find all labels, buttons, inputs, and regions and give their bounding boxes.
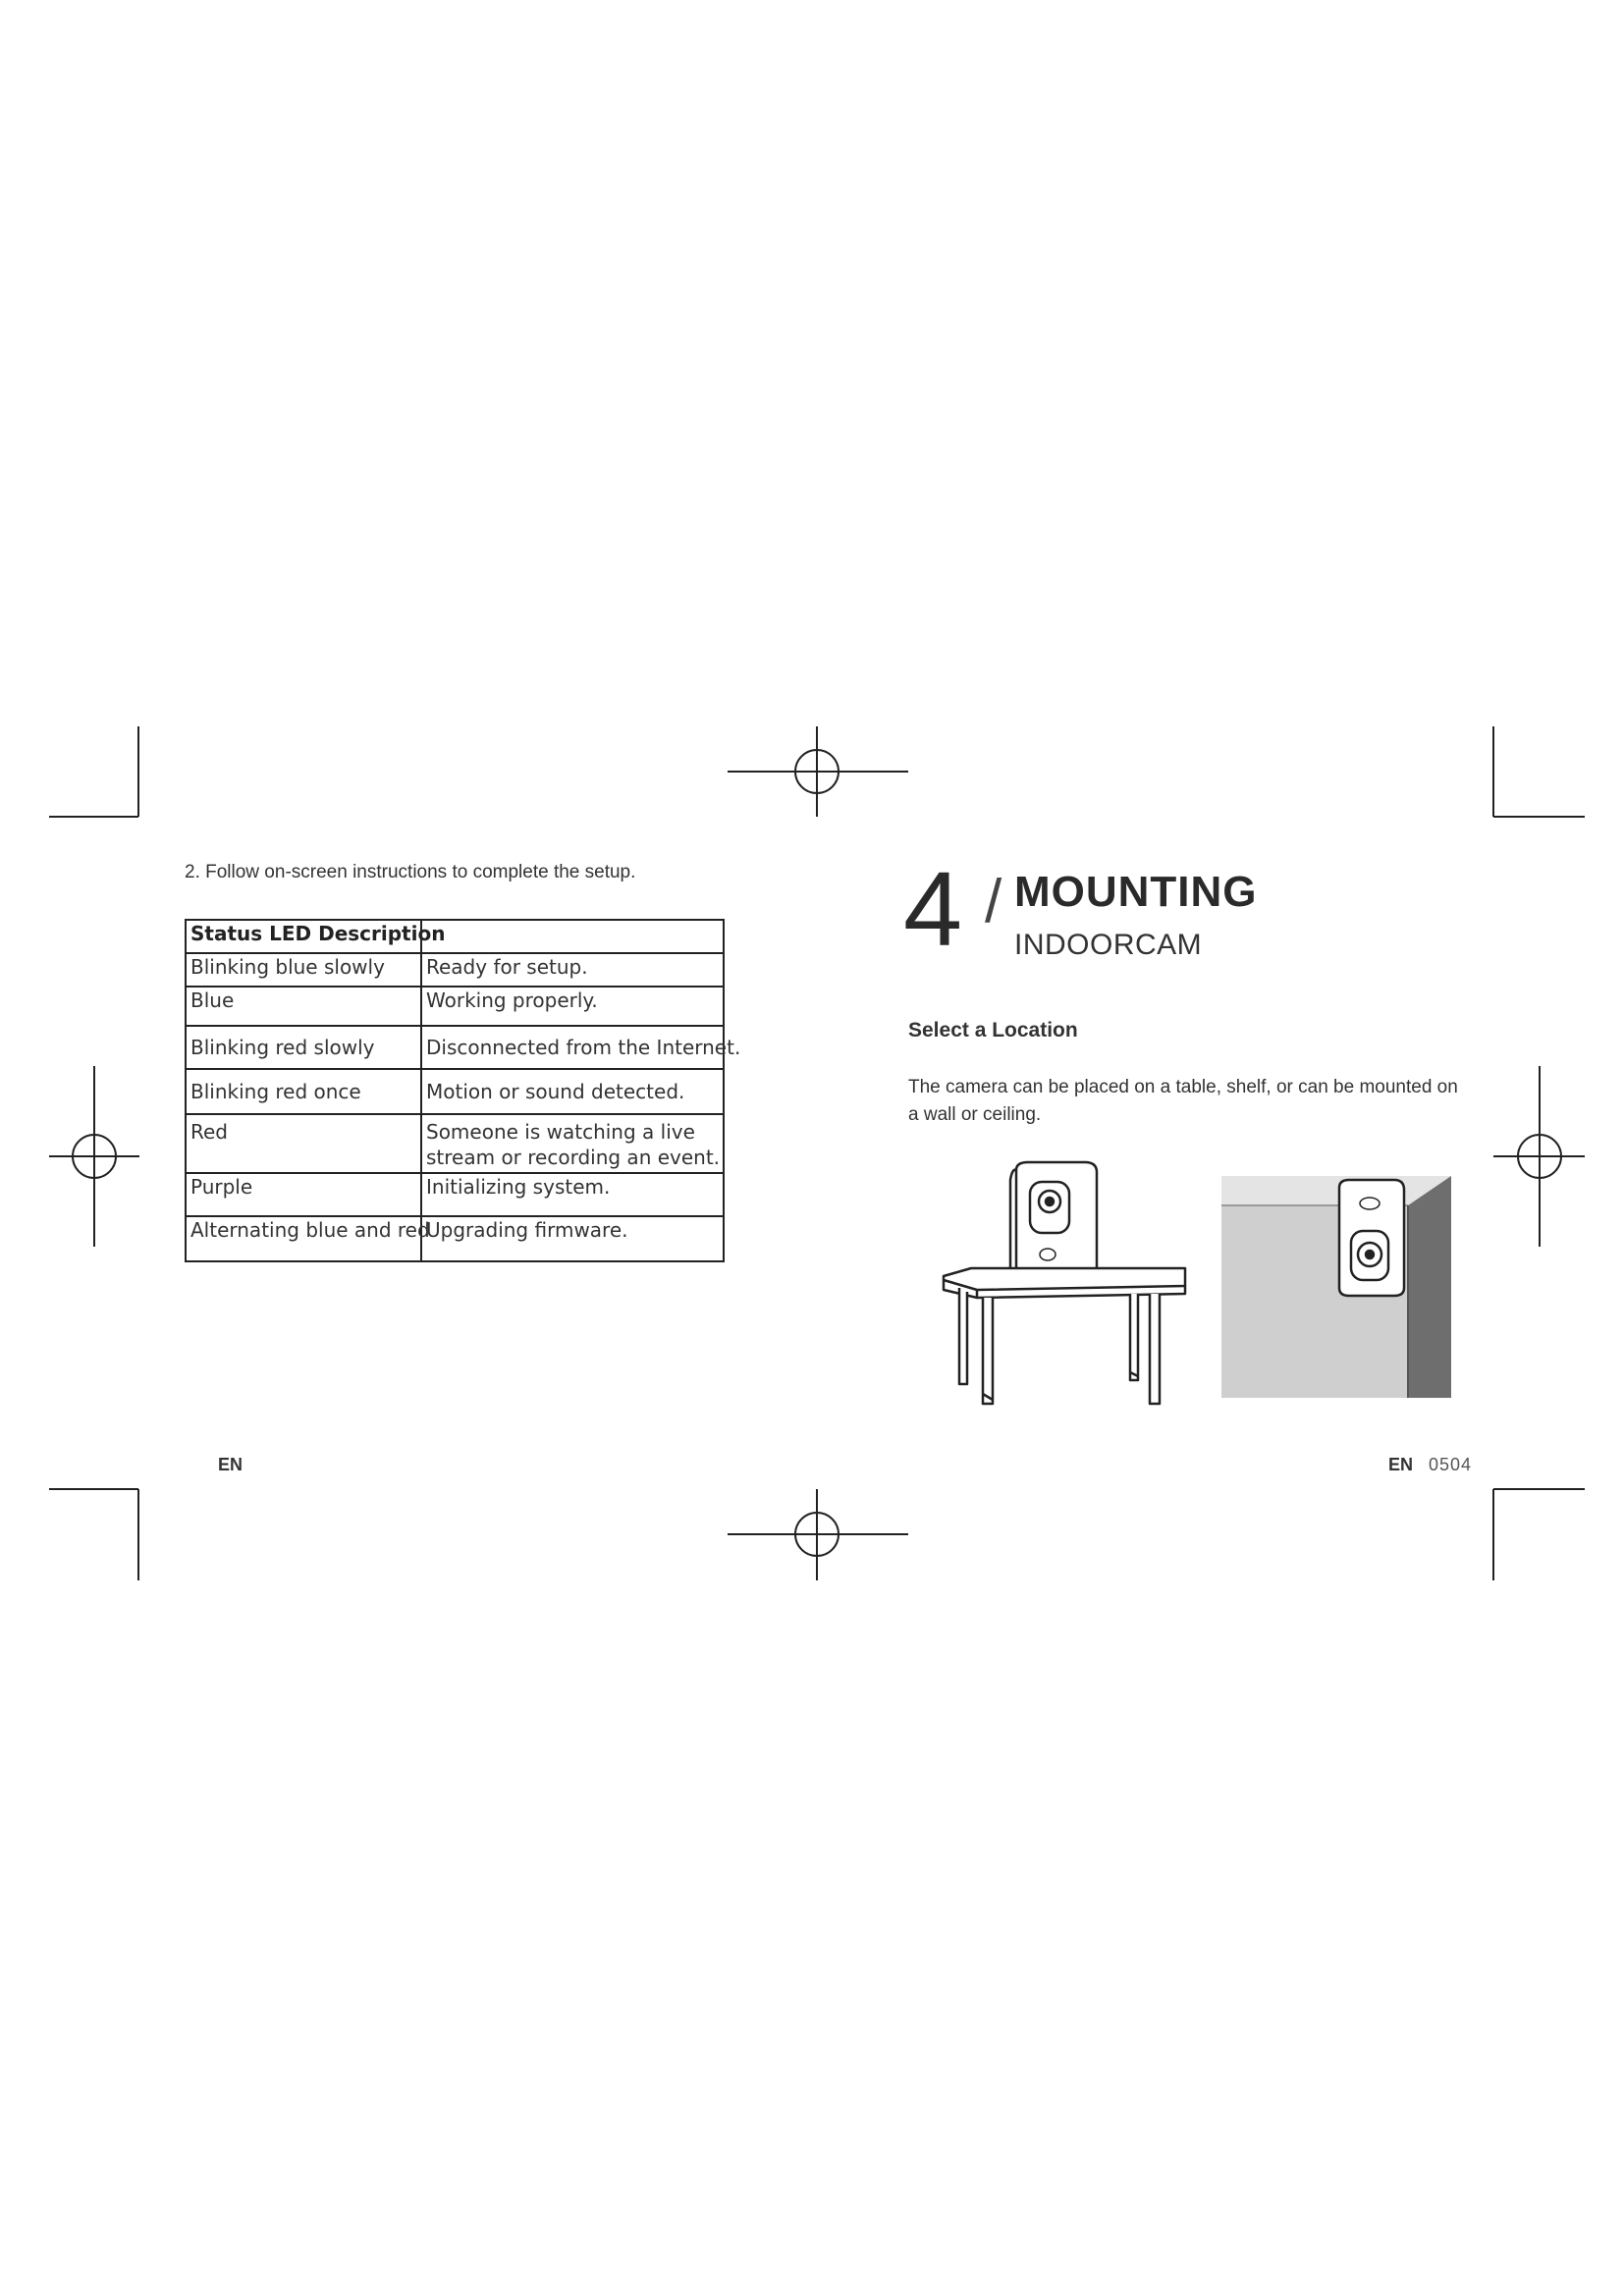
table-header-row: [186, 920, 724, 953]
location-description: The camera can be placed on a table, shelf, or can be mounted on a wall or ceiling.: [908, 1077, 1458, 1125]
table-header-empty: [421, 920, 724, 953]
led-description: Working properly.: [421, 987, 724, 1026]
setup-instruction: 2. Follow on-screen instructions to complete the setup.: [185, 862, 636, 882]
led-description: Ready for setup.: [421, 953, 724, 987]
led-status: Blinking blue slowly: [186, 953, 421, 987]
section-subtitle: INDOORCAM: [1014, 929, 1203, 961]
table-row: [186, 987, 724, 1026]
led-description: Upgrading firmware.: [421, 1216, 724, 1261]
table-row: [186, 1173, 724, 1216]
table-row: [186, 953, 724, 987]
led-description: [421, 1114, 724, 1173]
section-title: MOUNTING: [1014, 868, 1258, 916]
led-status: Blue: [186, 987, 421, 1026]
camera-on-wall-illustration: [1221, 1176, 1451, 1398]
footer-language-right: EN: [1388, 1455, 1414, 1474]
led-description: Motion or sound detected.: [421, 1069, 724, 1114]
page-number: 0504: [1429, 1455, 1473, 1474]
status-led-table: [185, 919, 741, 1262]
table-header-cell: Status LED Description: [186, 920, 421, 953]
select-location-heading: Select a Location: [908, 1019, 1078, 1041]
table-row: [186, 1069, 724, 1114]
led-description: Initializing system.: [421, 1173, 724, 1216]
led-description-line: Someone is watching a live: [426, 1120, 695, 1144]
led-status: Alternating blue and red: [186, 1216, 421, 1261]
led-status: Blinking red once: [186, 1069, 421, 1114]
led-description: Disconnected from the Internet.: [421, 1026, 724, 1069]
led-status: Purple: [186, 1173, 421, 1216]
table-row: [186, 1216, 724, 1261]
footer-language-left: EN: [218, 1455, 244, 1474]
led-description-line: stream or recording an event.: [426, 1146, 721, 1169]
led-status: Blinking red slowly: [186, 1026, 421, 1069]
section-number: 4: [903, 849, 963, 968]
led-status: Red: [186, 1114, 421, 1173]
section-slash: /: [985, 868, 1002, 935]
camera-on-table-illustration: [938, 1158, 1193, 1414]
table-row: [186, 1114, 724, 1173]
table-row: [186, 1026, 724, 1069]
